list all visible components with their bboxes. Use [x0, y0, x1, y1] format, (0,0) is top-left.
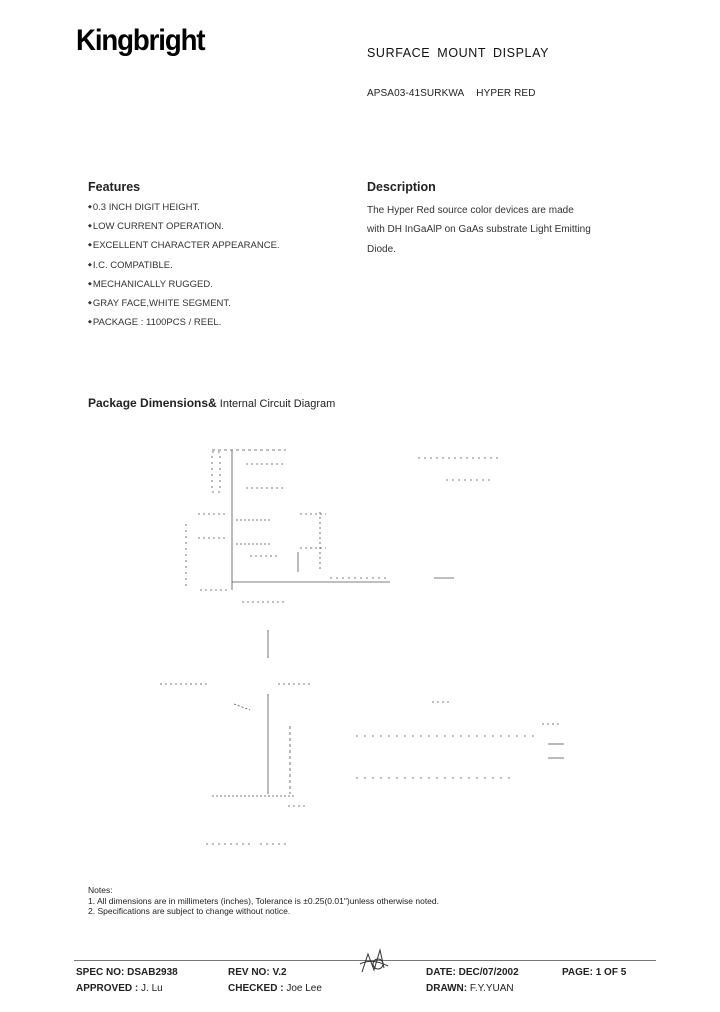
feature-item: ◆ I.C. COMPATIBLE. — [88, 259, 280, 278]
feature-item: ◆ 0.3 INCH DIGIT HEIGHT. — [88, 201, 280, 220]
spec-label: SPEC NO: — [76, 967, 125, 978]
rev-label: REV NO: — [228, 967, 270, 978]
part-line — [367, 88, 536, 99]
description-line: The Hyper Red source color devices are made — [367, 205, 574, 216]
note-line: 1. All dimensions are in millimeters (inches), Tolerance is ±0.25(0.01")unless otherwise noted. — [88, 895, 439, 906]
rev-value: V.2 — [272, 967, 287, 978]
date-value: DEC/07/2002 — [458, 967, 519, 978]
package-heading — [88, 396, 335, 410]
drawn-value: F.Y.YUAN — [469, 983, 514, 994]
document-title: SURFACE MOUNT DISPLAY — [367, 46, 550, 60]
page-number — [562, 967, 626, 978]
feature-item: ◆ EXCELLENT CHARACTER APPEARANCE. — [88, 239, 280, 258]
notes — [88, 885, 439, 917]
feature-item: ◆ MECHANICALLY RUGGED. — [88, 278, 280, 297]
checked-label: CHECKED : — [228, 983, 284, 994]
description-line: Diode. — [367, 243, 396, 255]
features-list — [88, 201, 280, 335]
approved-value: J. Lu — [141, 983, 163, 994]
revision-number — [228, 967, 287, 978]
description-line: with DH InGaAlP on GaAs substrate Light Emitting — [367, 224, 591, 236]
package-heading-bold: Package Dimensions& — [88, 396, 217, 410]
spec-number — [76, 967, 178, 978]
feature-item: ◆ GRAY FACE,WHITE SEGMENT. — [88, 297, 280, 316]
drawn-label: DRAWN: — [426, 983, 468, 994]
date-label: DATE: — [426, 967, 456, 978]
feature-item: ◆ LOW CURRENT OPERATION. — [88, 220, 280, 239]
dimension-marks-left — [212, 452, 220, 492]
features-heading: Features — [88, 180, 141, 194]
checked-value: Joe Lee — [286, 983, 322, 994]
emitting-color: HYPER RED — [476, 88, 536, 99]
approved-label: APPROVED : — [76, 983, 139, 994]
approval-signature — [358, 944, 392, 976]
part-number: APSA03-41SURKWA — [367, 88, 465, 99]
package-heading-rest: Internal Circuit Diagram — [216, 398, 336, 410]
package-dimension-drawing — [150, 440, 590, 860]
page-label: PAGE: — [562, 967, 593, 978]
note-line: 2. Specifications are subject to change without notice. — [88, 906, 291, 917]
description-heading: Description — [367, 180, 436, 194]
approved-by — [76, 983, 163, 994]
page-value: 1 OF 5 — [595, 967, 627, 978]
drawn-by — [426, 983, 514, 994]
feature-item: ◆ PACKAGE : 1100PCS / REEL. — [88, 316, 280, 335]
brand-logo: Kingbright — [76, 24, 205, 57]
checked-by — [228, 983, 322, 994]
issue-date — [426, 967, 519, 978]
description-text — [367, 201, 617, 259]
notes-title: Notes: — [88, 885, 113, 895]
spec-value: DSAB2938 — [127, 967, 178, 978]
